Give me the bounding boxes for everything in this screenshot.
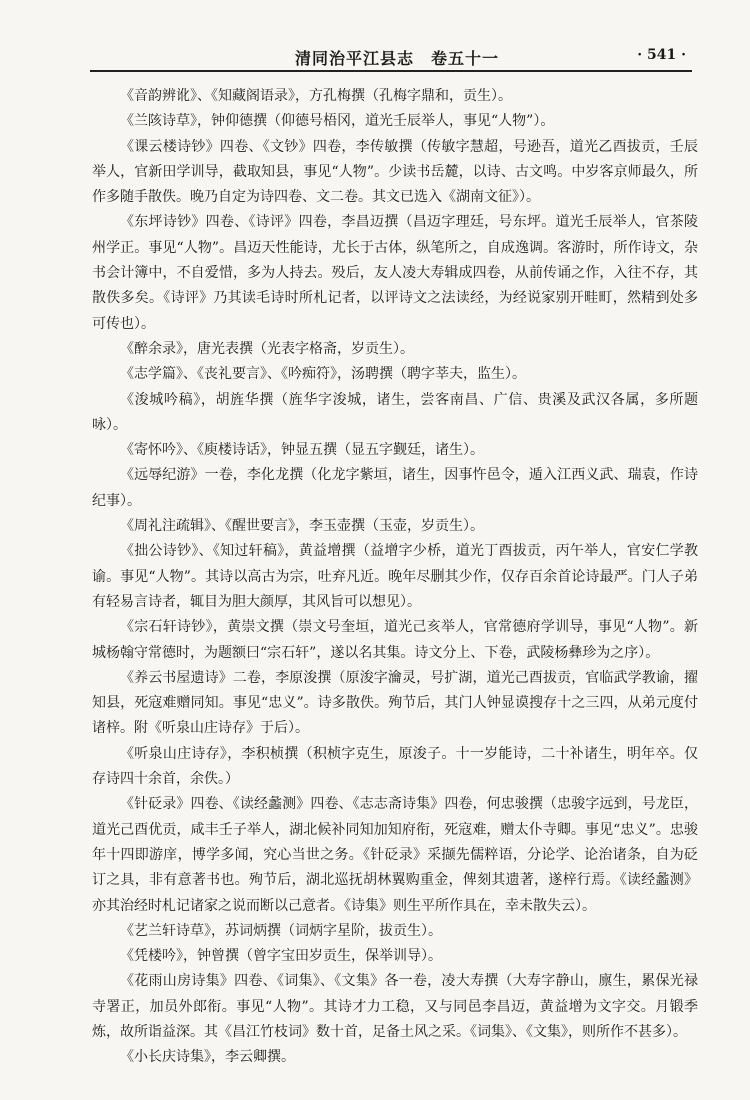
entry-paragraph: 《小长庆诗集》，李云卿撰。 — [120, 1049, 295, 1066]
header-title: 清同治平江县志 卷五十一 — [295, 49, 500, 68]
entry-paragraph: 《远辱纪游》一卷，李化龙撰（化龙字紫垣，诸生，因事忤邑令，遁入江西义武、瑞袁，作诗纪事）。 — [92, 467, 698, 509]
page-header — [90, 44, 692, 72]
page-number: · 541 · — [637, 47, 686, 63]
entry-paragraph: 《志学篇》、《丧礼要言》、《吟痴符》，汤聘撰（聘字莘夫，监生）。 — [120, 366, 526, 383]
entry-paragraph: 《周礼注疏辑》、《醒世要言》，李玉壶撰（玉壶，岁贡生）。 — [120, 518, 484, 535]
entry-paragraph: 《兰陔诗草》，钟仰德撰（仰德号梧冈，道光壬辰举人，事见“人物”）。 — [120, 113, 555, 130]
entry-paragraph: 《浚城吟稿》，胡旌华撰（旌华字浚城，诸生，尝客南昌、广信、贵溪及武汉各属，多所题咏）。 — [92, 391, 698, 433]
entry-paragraph: 《花雨山房诗集》四卷、《词集》、《文集》各一卷，凌大寿撰（大寿字静山，廪生，累保光禄寺署正，加员外郎衔。事见“人物”。其诗才力工稳，又与同邑李昌迈，黄益增为文字交。月锻季炼，故所诣益深。其《昌江竹枝词》数十首，足备土风之采。《词集》、《文集》，则所作不甚多）。 — [92, 973, 698, 1040]
entry-paragraph: 《课云楼诗钞》四卷、《文钞》四卷，李传敏撰（传敏字慧超，号逊吾，道光乙酉拔贡，壬辰举人，官新田学训导，截取知县，事见“人物”。少读书岳麓，以诗、古文鸣。中岁客京师最久，所作多随手散佚。晚乃自定为诗四卷、文二卷。其文已选入《湖南文征》）。 — [92, 138, 698, 206]
entry-paragraph: 《养云书屋遗诗》二卷，李原浚撰（原浚字瀹灵，号扩湖，道光己酉拔贡，官临武学教谕，擢知县，死寇难赠同知。事见“忠义”。诗多散佚。殉节后，其门人钟显谟搜存十之三四，从弟元度付诸梓。附《听泉山庄诗存》于后）。 — [92, 669, 698, 737]
entry-paragraph: 《东坪诗钞》四卷、《诗评》四卷，李昌迈撰（昌迈字理廷，号东坪。道光壬辰举人，官茶陵州学正。事见“人物”。昌迈天性能诗，尤长于古体，纵笔所之，自成逸调。客游时，所作诗文，杂书会计簿中，不自爱惜，多为人持去。殁后，友人凌大寿辑成四卷，从前传诵之作，入往不存，其散佚多矣。《诗评》乃其读毛诗时所札记者，以评诗文之法读经，为经说家别开畦町，然精到处多可传也）。 — [92, 214, 698, 332]
entry-paragraph: 《寄怀吟》、《庾楼诗话》，钟显五撰（显五字觐廷，诸生）。 — [120, 442, 484, 459]
entry-paragraph: 《音韵辨讹》、《知藏阁语录》，方孔梅撰（孔梅字鼎和，贡生）。 — [120, 88, 512, 104]
entry-paragraph: 《针砭录》四卷、《读经蠡测》四卷、《志志斋诗集》四卷，何忠骏撰（忠骏字远到，号龙臣，道光己酉优贡，咸丰壬子举人，湖北候补同知加知府衔，死寇难，赠太仆寺卿。事见“忠义”。忠骏年十四即游庠，博学多闻，究心当世之务。《针砭录》采撷先儒粹语，分论学、论治诸条，自为砭订之具，非有意著书也。殉节后，湖北巡抚胡林翼购重金，俾刻其遗著，遂梓行焉。《读经蠡测》亦其治经时札记诸家之说而断以己意者。《诗集》则生平所作具在，幸未散失云）。 — [92, 796, 698, 914]
document-body — [92, 84, 698, 1071]
entry-paragraph: 《艺兰轩诗草》，苏词炳撰（词炳字星阶，拔贡生）。 — [120, 922, 442, 939]
entry-paragraph: 《凭楼吟》，钟曾撰（曾字宝田岁贡生，保举训导）。 — [120, 948, 442, 965]
entry-paragraph: 《拙公诗钞》、《知过轩稿》，黄益增撰（益增字少桥，道光丁酉拔贡，丙午举人，官安仁学教谕。事见“人物”。其诗以高古为宗，吐弃凡近。晚年尽删其少作，仅存百余首论诗最严。门人子弟有轻易言诗者，辄目为胆大颜厚，其风旨可以想见）。 — [92, 543, 698, 610]
entry-paragraph: 《听泉山庄诗存》，李积桢撰（积桢字克生，原浚子。十一岁能诗，二十补诸生，明年卒。仅存诗四十余首，余佚。） — [92, 745, 698, 788]
entry-paragraph: 《醉余录》，唐光表撰（光表字格斋，岁贡生）。 — [120, 340, 414, 357]
entry-paragraph: 《宗石轩诗钞》，黄崇文撰（崇文号奎垣，道光己亥举人，官常德府学训导，事见“人物”。新城杨翰守常德时，为题额曰“宗石轩”，遂以名其集。诗文分上、下卷，武陵杨彝珍为之序）。 — [92, 619, 698, 661]
